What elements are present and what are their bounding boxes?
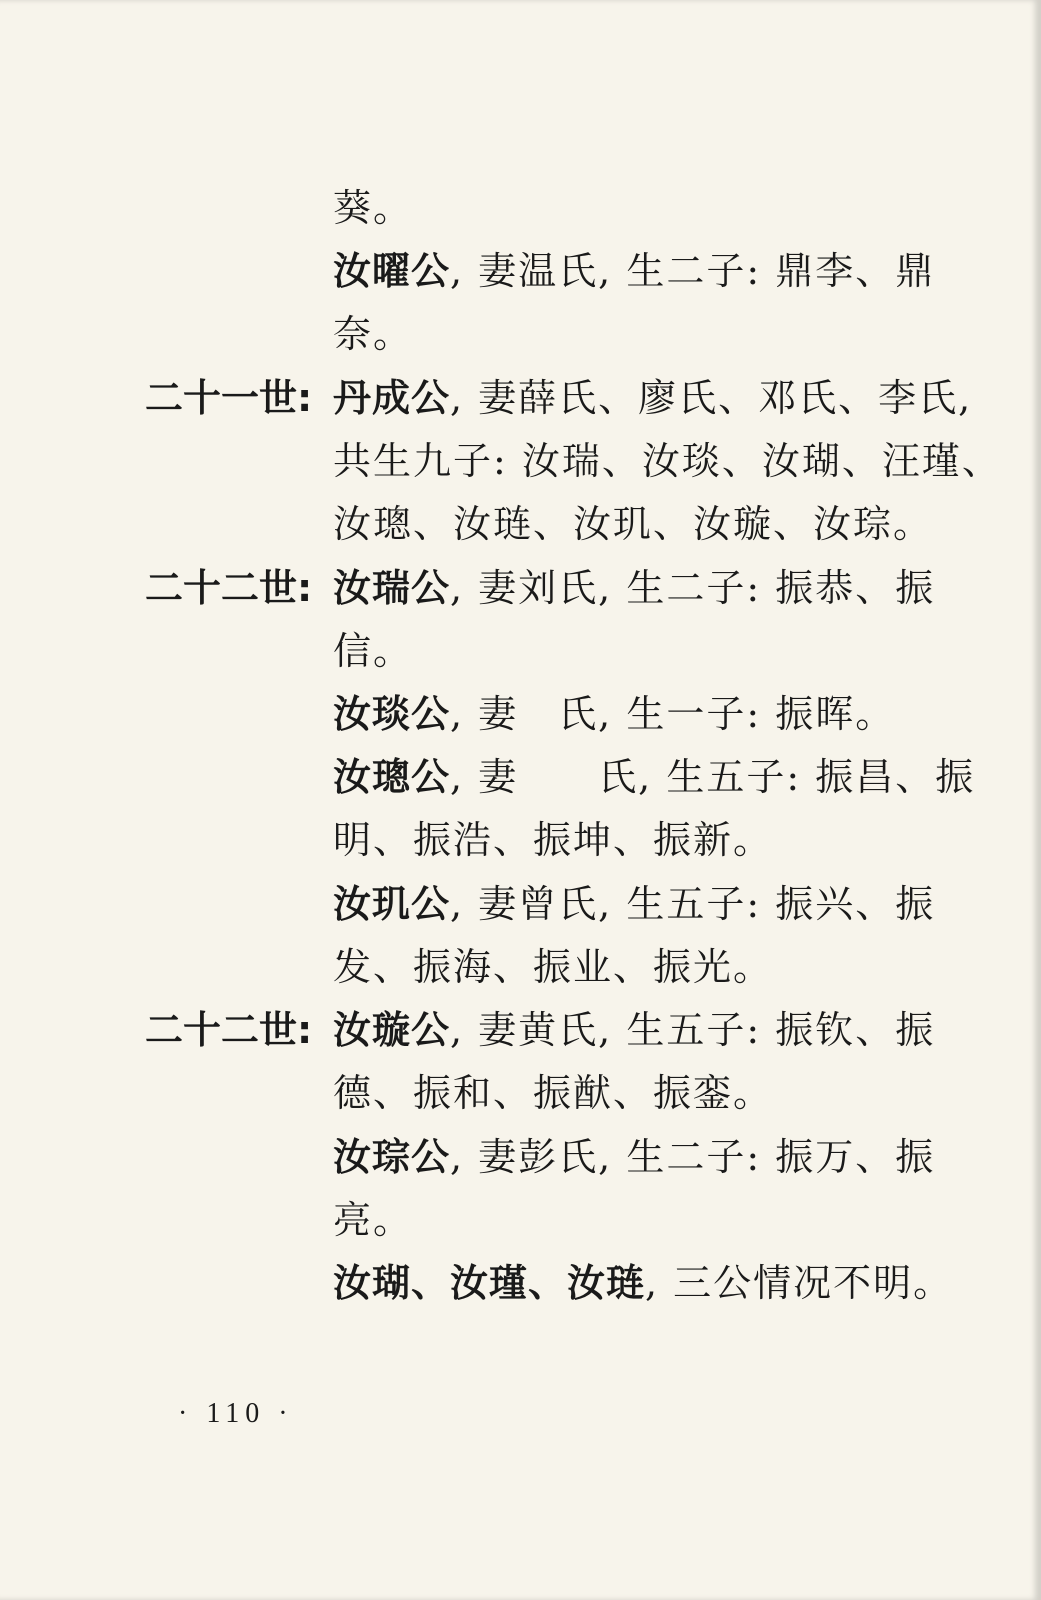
text-line-15: 德、振和、振猷、振銮。: [333, 1071, 774, 1115]
text-line-3: 奈。: [333, 312, 414, 356]
text-line-5: 共生九子: 汝瑞、汝琰、汝瑚、汪瑾、: [333, 439, 1002, 483]
text-line-16: 汝琮公, 妻彭氏, 生二子: 振万、振: [333, 1135, 936, 1179]
text-line-8: 信。: [333, 629, 414, 673]
text-line-9: 汝琰公, 妻 氏, 生一子: 振晖。: [333, 692, 896, 736]
text-line-1: 葵。: [333, 186, 414, 230]
page-number: · 110 ·: [178, 1398, 294, 1429]
text-line-4: 丹成公, 妻薛氏、廖氏、邓氏、李氏,: [333, 376, 973, 420]
generation-label-22b: 二十二世:: [145, 1008, 313, 1052]
generation-label-21: 二十一世:: [145, 376, 313, 420]
text-line-11: 明、振浩、振坤、振新。: [333, 818, 774, 862]
text-line-6: 汝璁、汝琏、汝玑、汝璇、汝琮。: [333, 502, 934, 546]
text-line-13: 发、振海、振业、振光。: [333, 945, 774, 989]
text-line-18: 汝瑚、汝瑾、汝琏, 三公情况不明。: [333, 1261, 954, 1305]
text-line-10: 汝璁公, 妻 氏, 生五子: 振昌、振: [333, 755, 976, 799]
text-line-7: 汝瑞公, 妻刘氏, 生二子: 振恭、振: [333, 566, 936, 610]
text-line-2: 汝曜公, 妻温氏, 生二子: 鼎李、鼎: [333, 249, 936, 293]
text-line-17: 亮。: [333, 1198, 414, 1242]
text-line-14: 汝璇公, 妻黄氏, 生五子: 振钦、振: [333, 1008, 936, 1052]
generation-label-22a: 二十二世:: [145, 566, 313, 610]
text-line-12: 汝玑公, 妻曾氏, 生五子: 振兴、振: [333, 882, 936, 926]
